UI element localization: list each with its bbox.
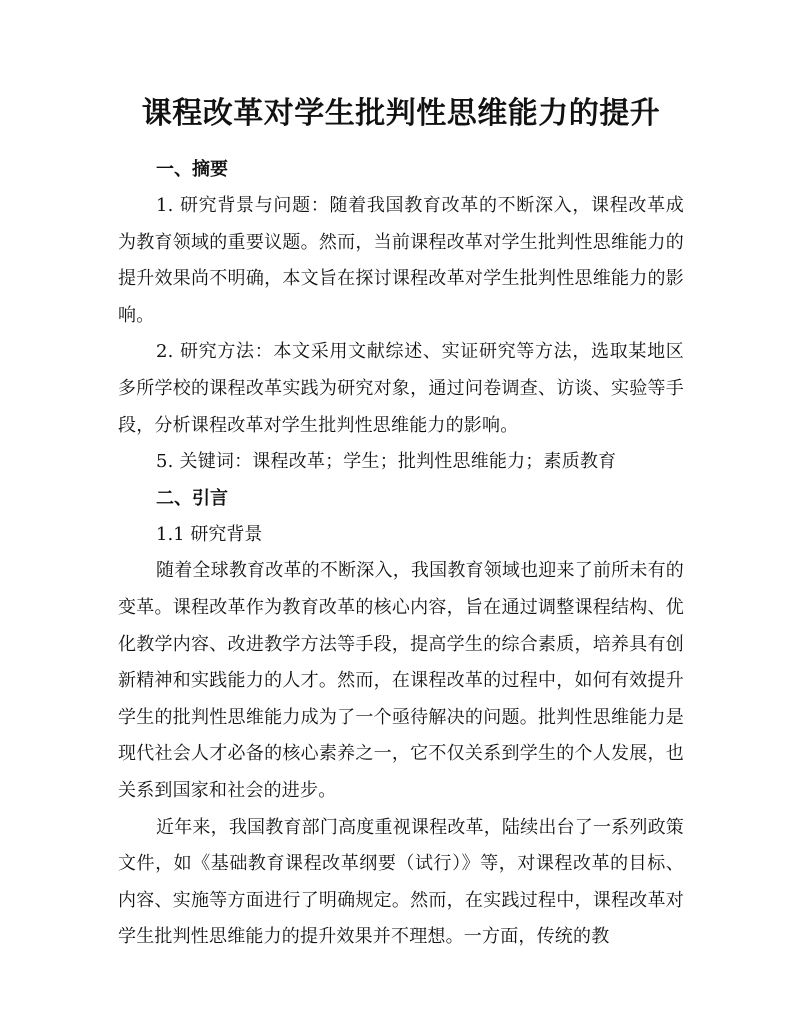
abstract-item-background: 1. 研究背景与问题：随着我国教育改革的不断深入，课程改革成为教育领域的重要议题。然而，当前课程改革对学生批判性思维能力的提升效果尚不明确，本文旨在探讨课程改革对学生批判性思维能力的影响。 [118,195,684,326]
document-content [118,92,684,956]
section-heading-introduction: 二、引言 [156,487,228,509]
section-heading-abstract: 一、摘要 [156,159,228,180]
document-title: 课程改革对学生批判性思维能力的提升 [141,96,661,131]
introduction-paragraph-2: 近年来，我国教育部门高度重视课程改革，陆续出台了一系列政策文件，如《基础教育课程改革纲要（试行）》等，对课程改革的目标、内容、实施等方面进行了明确规定。然而，在实践过程中，课程改革对学生批判性思维能力的提升效果并不理想。一方面，传统的教 [118,816,684,948]
introduction-paragraph-1: 随着全球教育改革的不断深入，我国教育领域也迎来了前所未有的变革。课程改革作为教育改革的核心内容，旨在通过调整课程结构、优化教学内容、改进教学方法等手段，提高学生的综合素质，培养具有创新精神和实践能力的人才。然而，在课程改革的过程中，如何有效提升学生的批判性思维能力成为了一个亟待解决的问题。批判性思维能力是现代社会人才必备的核心素养之一，它不仅关系到学生的个人发展，也关系到国家和社会的进步。 [118,560,684,801]
abstract-item-method: 2. 研究方法：本文采用文献综述、实证研究等方法，选取某地区多所学校的课程改革实践为研究对象，通过问卷调查、访谈、实验等手段，分析课程改革对学生批判性思维能力的影响。 [118,341,684,436]
subsection-heading-background: 1.1 研究背景 [156,523,263,545]
abstract-item-keywords: 5. 关键词：课程改革；学生；批判性思维能力；素质教育 [156,451,617,473]
